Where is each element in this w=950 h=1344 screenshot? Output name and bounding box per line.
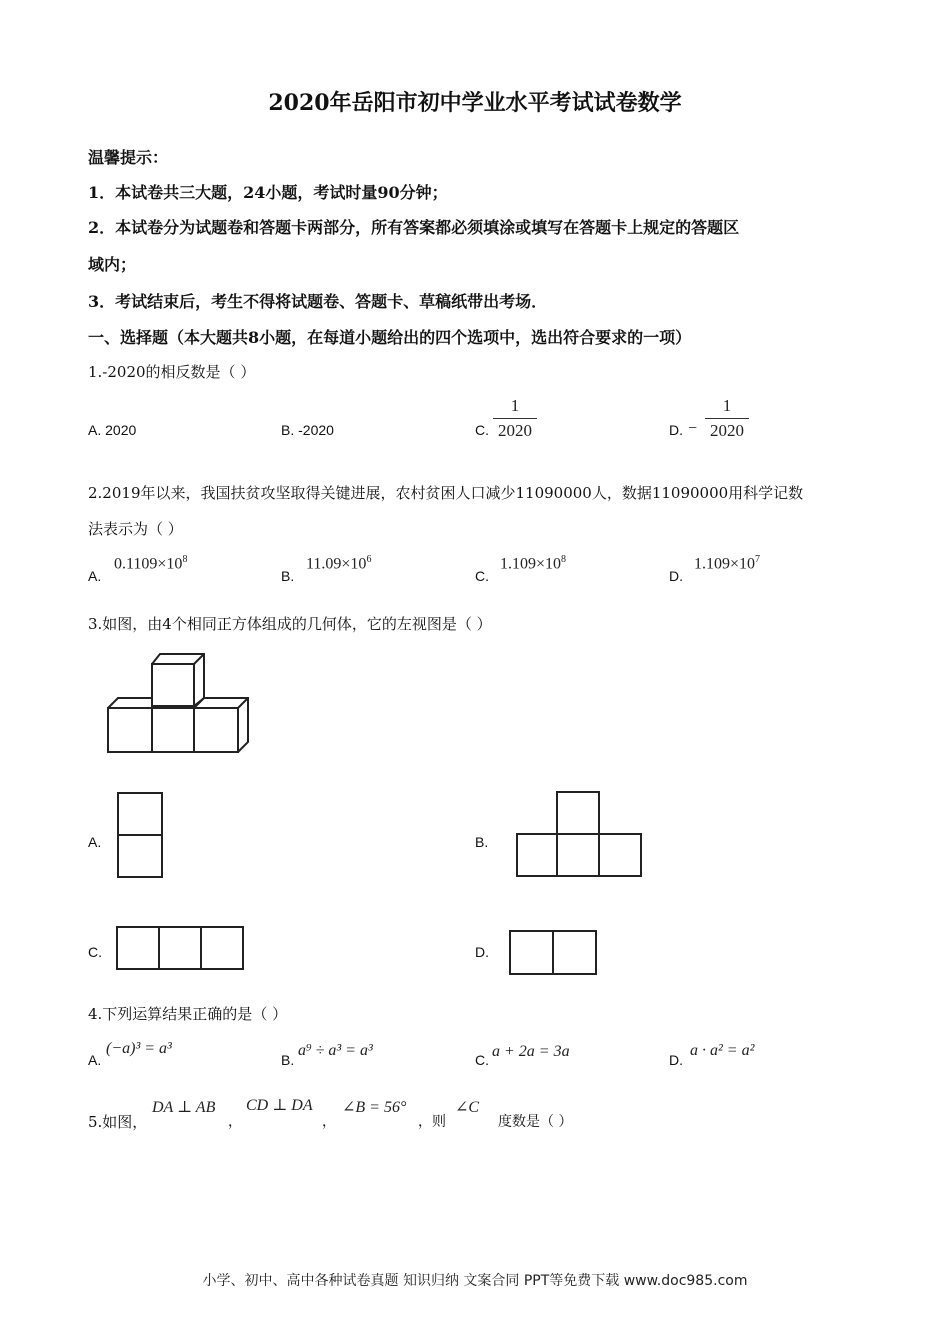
tip-item-2: 2．本试卷分为试题卷和答题卡两部分，所有答案都必须填涂或填写在答题卡上规定的答题区	[88, 218, 740, 237]
tip-item-2-cont: 域内；	[88, 255, 137, 274]
fraction-bar	[705, 418, 749, 419]
q1-option-d-fraction	[705, 396, 749, 441]
question-4-stem: 4.下列运算结果正确的是（ ）	[88, 1005, 288, 1023]
q3-option-a-label: A.	[88, 834, 102, 850]
q5-math-1: DA ⊥ AB	[152, 1099, 216, 1116]
q3-option-b-label: B.	[475, 834, 489, 850]
question-2-stem: 2.2019年以来，我国扶贫攻坚取得关键进展，农村贫困人口减少11090000人，数据11090000用科学记数	[88, 484, 804, 502]
fraction-denominator: 2020	[498, 421, 532, 440]
q3-option-d-label: D.	[475, 944, 489, 960]
q1-option-d-minus: −	[688, 420, 698, 437]
q3-option-c-label: C.	[88, 944, 102, 960]
q3-option-a-figure	[116, 791, 166, 881]
q4-option-c-expr: a + 2a = 3a	[492, 1043, 570, 1060]
question-1-stem: 1.-2020的相反数是（ ）	[88, 363, 256, 381]
question-3-stem: 3.如图，由4个相同正方体组成的几何体，它的左视图是（ ）	[88, 615, 492, 633]
q1-option-d-label: D.	[669, 422, 683, 438]
q5-math-3: ∠B = 56°	[342, 1099, 407, 1116]
q5-separator-1: ，	[228, 1114, 242, 1130]
q3-solid-figure	[100, 650, 260, 760]
tip-item-1: 1．本试卷共三大题，24小题，考试时量90分钟；	[88, 183, 448, 202]
q3-option-c-figure	[115, 925, 247, 973]
fraction-numerator: 1	[722, 396, 732, 415]
q4-option-b-expr: a⁹ ÷ a³ = a³	[298, 1042, 373, 1059]
q2-option-c-label: C.	[475, 568, 489, 584]
q2-option-d-expr	[694, 554, 760, 573]
q2-option-a-label: A.	[88, 568, 102, 584]
expr-exponent: 8	[561, 554, 567, 565]
q5-math-2: CD ⊥ DA	[246, 1097, 313, 1114]
expr-base: 0.1109×10	[114, 555, 183, 573]
q2-option-a-expr	[114, 554, 187, 573]
q4-option-b-label: B.	[281, 1052, 295, 1068]
q3-option-b-figure	[515, 790, 645, 880]
q1-option-a: A. 2020	[88, 422, 137, 438]
tips-heading: 温馨提示：	[88, 148, 169, 167]
expr-exponent: 8	[182, 554, 188, 565]
q1-option-c-label: C.	[475, 422, 489, 438]
fraction-denominator: 2020	[710, 421, 744, 440]
expr-base: 1.109×10	[500, 555, 562, 573]
q1-option-c-fraction	[493, 396, 537, 441]
expr-exponent: 7	[755, 554, 761, 565]
section-heading: 一、选择题（本大题共8小题，在每道小题给出的四个选项中，选出符合要求的一项）	[88, 328, 692, 347]
q2-option-d-label: D.	[669, 568, 683, 584]
tip-item-3: 3．考试结束后，考生不得将试题卷、答题卡、草稿纸带出考场．	[88, 292, 548, 311]
q4-option-d-label: D.	[669, 1052, 683, 1068]
q5-separator-2: ，	[322, 1114, 336, 1130]
footer-watermark: 小学、初中、高中各种试卷真题 知识归纳 文案合同 PPT等免费下载 www.doc985.com	[202, 1273, 748, 1289]
q5-separator-3: ，则	[418, 1114, 446, 1130]
q4-option-a-expr: (−a)³ = a³	[106, 1040, 172, 1057]
q3-option-d-figure	[508, 929, 600, 977]
q4-option-a-label: A.	[88, 1052, 102, 1068]
question-2-stem-cont: 法表示为（ ）	[88, 520, 183, 538]
q4-option-d-expr: a · a² = a²	[690, 1042, 755, 1059]
question-5-prefix: 5.如图，	[88, 1113, 148, 1131]
expr-exponent: 6	[366, 554, 372, 565]
q2-option-c-expr	[500, 554, 566, 573]
q1-option-b: B. -2020	[281, 422, 334, 438]
q5-suffix: 度数是（ ）	[498, 1114, 573, 1130]
q5-math-4: ∠C	[455, 1099, 480, 1116]
q2-option-b-expr	[306, 554, 371, 573]
expr-base: 1.109×10	[694, 555, 756, 573]
page-title: 2020年岳阳市初中学业水平考试试卷数学	[268, 90, 682, 116]
q2-option-b-label: B.	[281, 568, 295, 584]
q4-option-c-label: C.	[475, 1052, 489, 1068]
fraction-bar	[493, 418, 537, 419]
fraction-numerator: 1	[510, 396, 520, 415]
expr-base: 11.09×10	[306, 555, 367, 573]
